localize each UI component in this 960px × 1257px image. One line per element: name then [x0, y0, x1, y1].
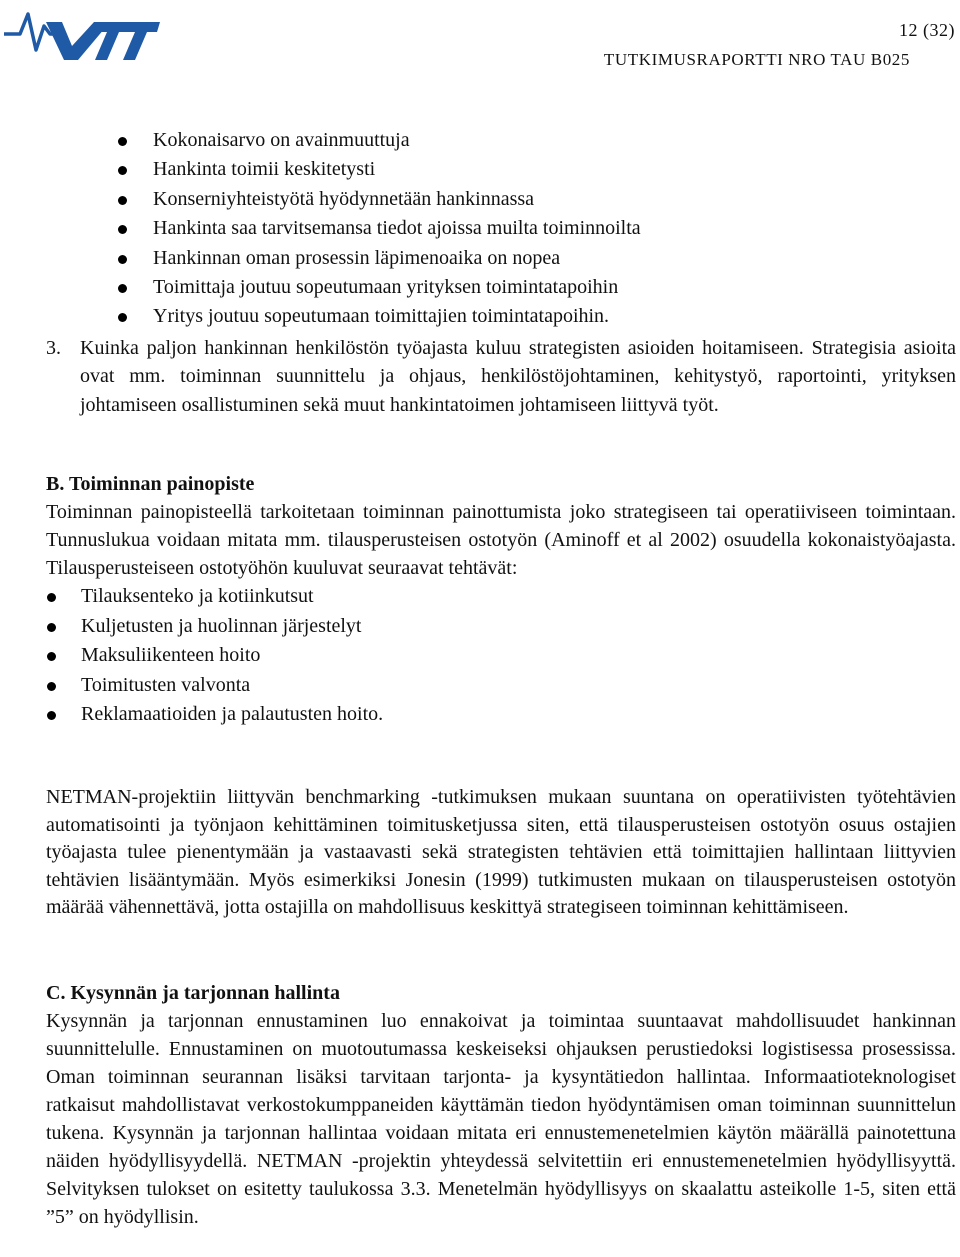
netman-paragraph: NETMAN-projektiin liittyvän benchmarking -tutkimuksen mukaan suuntana on operatiivisten työtehtävien automatisointi ja työnjaon kehittäminen toimitusketjussa siten, että tilausperusteisen ostotyön osuus ostajien työajasta tulee pienentymään ja vastaavasti sekä strategisten tehtävien että toimittajien hallintaan liittyvien tehtävien lisääntymään. Myös esimerkiksi Jonesin (1999) tutkimusten mukaan on tilausperusteisen ostotyön määrää vähennettävä, jotta ostajilla on mahdollisuus keskittyä strategiseen toiminnan kehittämiseen.: [46, 786, 956, 919]
list-item: Toimittaja joutuu sopeutumaan yrityksen toimintatapoihin: [118, 273, 878, 302]
section-c-heading: C. Kysynnän ja tarjonnan hallinta: [46, 982, 340, 1004]
section-b-heading: B. Toiminnan painopiste: [46, 473, 255, 495]
list-item: Yritys joutuu sopeutumaan toimittajien toimintatapoihin.: [118, 302, 878, 331]
top-bullet-list: [118, 126, 878, 332]
list-item: Maksuliikenteen hoito: [46, 641, 956, 671]
section-b-bullet-list: [46, 582, 956, 730]
list-item: Reklamaatioiden ja palautusten hoito.: [46, 700, 956, 730]
section-c: [46, 979, 956, 1231]
list-item: Toimitusten valvonta: [46, 671, 956, 701]
page-number: 12 (32): [899, 20, 955, 40]
item-number: 3.: [46, 337, 61, 359]
list-item: Konserniyhteistyötä hyödynnetään hankinnassa: [118, 185, 878, 214]
vtt-logo-icon: [2, 4, 160, 66]
list-item: Kuljetusten ja huolinnan järjestelyt: [46, 612, 956, 642]
list-item: Hankinta saa tarvitsemansa tiedot ajoissa muilta toiminnoilta: [118, 214, 878, 243]
logo-text: VTT: [2, 4, 4, 5]
section-b: [46, 470, 956, 730]
vtt-logo: [2, 4, 160, 66]
list-item: Hankinnan oman prosessin läpimenoaika on nopea: [118, 244, 878, 273]
list-item: Hankinta toimii keskitetysti: [118, 155, 878, 184]
list-item: Kokonaisarvo on avainmuuttuja: [118, 126, 878, 155]
report-id: TUTKIMUSRAPORTTI NRO TAU B025: [603, 50, 910, 69]
item-text: Kuinka paljon hankinnan henkilöstön työajasta kuluu strategisten asioiden hoitamiseen. Strategisia asioita ovat mm. toiminnan suunnittelu ja ohjaus, henkilöstöjohtaminen, kehitystyö, raportointi, yrityksen johtamiseen osallistuminen sekä muut hankintatoimen johtamiseen liittyvä työt.: [80, 337, 956, 416]
section-c-paragraph: Kysynnän ja tarjonnan ennustaminen luo ennakoivat ja toimintaa suuntaavat mahdollisuudet hankinnan suunnittelulle. Ennustaminen on muotoutumassa keskeiseksi ohjauksen perustiedoksi logistisessa prosessissa. Oman toiminnan seurannan lisäksi tarvitaan tarjonta- ja kysyntätiedon hallintaa. Informaatioteknologiset ratkaisut mahdollistavat verkostokumppaneiden käyttämän tiedon hyödyntämisen oman toiminnan suunnittelun tukena. Kysynnän ja tarjonnan hallintaa voidaan mitata eri ennustemenetelmien käytön määrällä painotettuna näiden hyödyllisyydellä. NETMAN -projektin yhteydessä selvitettiin eri ennustemenetelmien hyödyllisyyttä. Selvityksen tulokset on esitetty taulukossa 3.3. Menetelmän hyödyllisyys on skaalattu asteikolle 1-5, siten että ”5” on hyödyllisin.: [46, 1010, 956, 1228]
numbered-item-3: [46, 334, 956, 419]
section-b-paragraph: Toiminnan painopisteellä tarkoitetaan toiminnan painottumista joko strategiseen tai operatiiviseen toimintaan. Tunnuslukua voidaan mitata mm. tilausperusteisen ostotyön (Aminoff et al 2002) osuudella kokonaistyöajasta. Tilausperusteiseen ostotyöhön kuuluvat seuraavat tehtävät:: [46, 501, 956, 579]
list-item: Tilauksenteko ja kotiinkutsut: [46, 582, 956, 612]
